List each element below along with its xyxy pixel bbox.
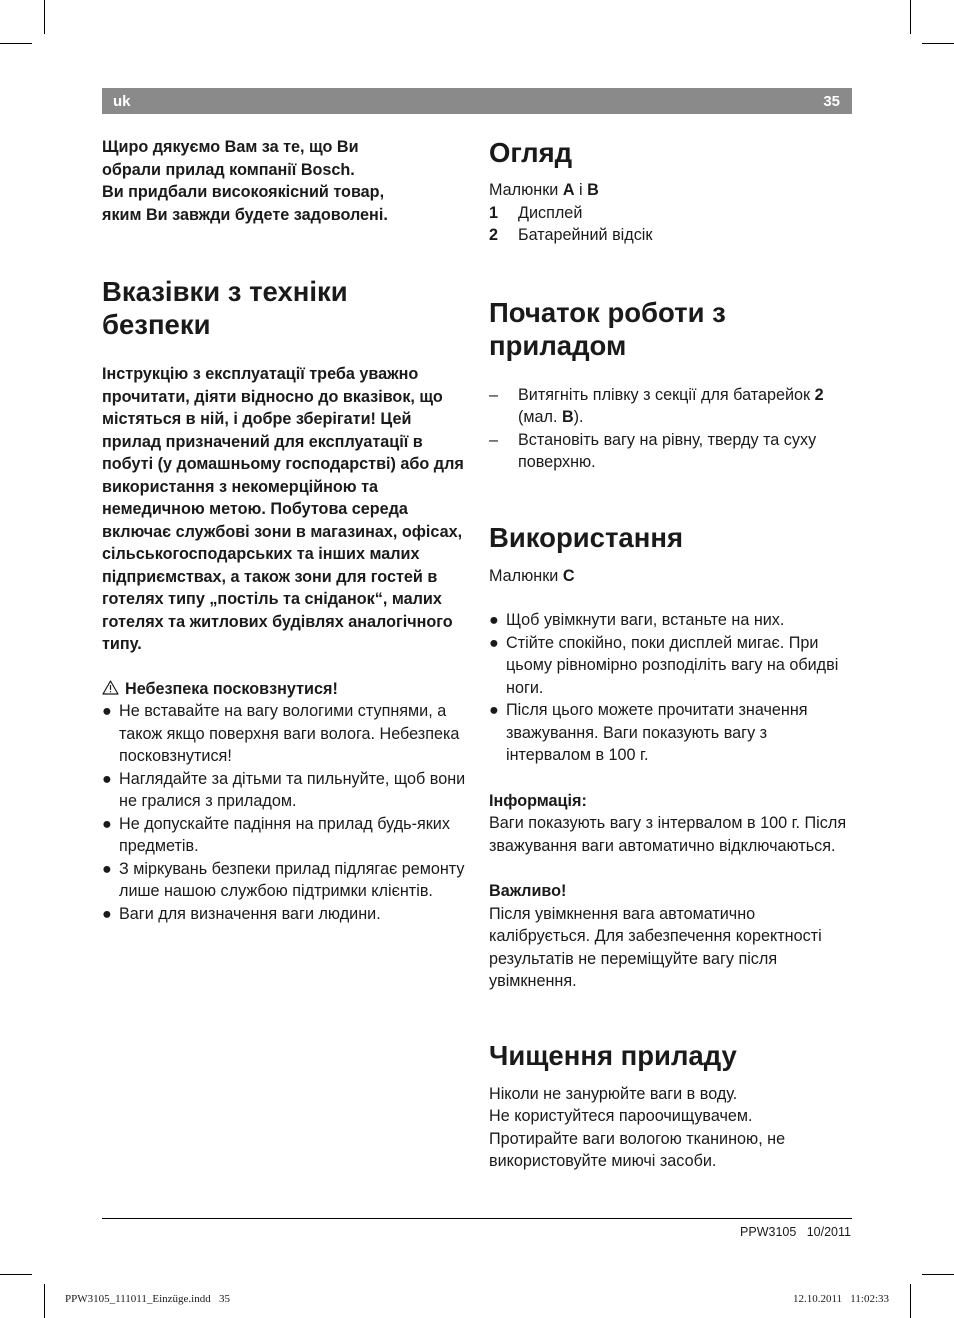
usage-ref — [489, 565, 854, 588]
dash-icon: – — [489, 385, 499, 404]
slug-file: PPW3105_111011_Einzüge.indd 35 — [65, 1293, 230, 1305]
overview-heading: Огляд — [489, 137, 573, 168]
usage-list — [489, 609, 854, 767]
bullet-icon: ● — [489, 633, 499, 652]
list-item — [102, 903, 467, 926]
warning-triangle-icon — [102, 680, 119, 695]
warning-list — [102, 700, 467, 925]
list-item — [489, 384, 854, 429]
right-column — [489, 136, 854, 1173]
ref-prefix: Малюнки — [489, 566, 563, 585]
cleaning-heading: Чищення приладу — [489, 1039, 737, 1071]
cleaning-line: Протирайте ваги вологою тканиною, не використовуйте миючі засоби. — [489, 1129, 786, 1170]
ref-prefix: Малюнки — [489, 181, 563, 199]
item-number: 2 — [489, 226, 499, 244]
usage-heading: Використання — [489, 521, 683, 553]
bullet-icon: ● — [102, 769, 112, 788]
info-heading: Інформація: — [489, 791, 587, 810]
footer-model: PPW3105 10/2011 — [740, 1225, 851, 1239]
overview-ref — [489, 179, 854, 202]
figure-ref: B — [587, 181, 599, 199]
bullet-icon: ● — [102, 702, 112, 720]
figure-ref: B — [561, 408, 574, 426]
ref-suffix: ). — [573, 408, 584, 426]
item-number: 2 — [814, 385, 824, 404]
list-item-text: Не допускайте падіння на прилад будь-яких предметів. — [119, 814, 450, 855]
bullet-icon: ● — [102, 904, 112, 923]
list-item — [489, 699, 854, 767]
bullet-icon: ● — [489, 611, 499, 629]
item-number: 1 — [489, 203, 499, 222]
overview-list — [489, 202, 854, 247]
intro-line: обрали прилад компанії Bosch. — [102, 160, 355, 179]
figure-ref: A — [562, 181, 575, 199]
safety-text: Інструкцію з експлуатації треба уважно прочитати, діяти відносно до вказівок, що містяться в ній, і добре зберігати! Цей прилад призначений для експлуатації в побуті (у домашньому господарстві) або для використання з некомерційною та немедичною метою. Побутова середа включає службові зони в магазинах, офісах, сільськогосподарських та інших малих підприємствах, а також зони для гостей в готелях типу „постіль та сніданок“, малих готелях та житлових будівлях аналогічного типу. — [102, 365, 464, 653]
intro-line: яким Ви завжди будете задоволені. — [102, 205, 388, 224]
crop-mark — [922, 1274, 954, 1275]
ref-conjunction: і — [574, 181, 588, 199]
list-item — [102, 768, 467, 813]
getting-started-list — [489, 384, 854, 474]
figure-ref: C — [562, 566, 575, 585]
list-item — [489, 632, 854, 700]
cleaning-text — [489, 1083, 854, 1173]
slug-timestamp: 12.10.2011 11:02:33 — [792, 1293, 889, 1305]
list-item — [489, 202, 854, 225]
page-number: 35 — [823, 92, 840, 110]
cleaning-line: Не користуйтеся пароочищувачем. — [489, 1107, 753, 1125]
page-header-bar — [102, 88, 852, 114]
intro-line: Ви придбали високоякісний товар, — [102, 183, 385, 201]
important-text: Після увімкнення вага автоматично калібрується. Для забезпечення коректності результатів не переміщуйте вагу після увімкнення. — [489, 904, 822, 990]
list-item — [102, 813, 467, 858]
cleaning-line: Ніколи не занурюйте ваги в воду. — [489, 1084, 738, 1103]
list-item-text: Витягніть плівку з секції для батарейок — [518, 385, 815, 404]
crop-mark — [44, 0, 45, 34]
intro-line: Щиро дякуємо Вам за те, що Ви — [102, 138, 359, 156]
list-item-text: Встановіть вагу на рівну, тверду та суху поверхню. — [518, 430, 817, 471]
crop-mark — [910, 0, 911, 34]
list-item-text: Щоб увімкнути ваги, встаньте на них. — [506, 611, 785, 629]
list-item-text: Ваги для визначення ваги людини. — [119, 904, 381, 923]
crop-mark — [0, 43, 32, 44]
crop-mark — [922, 43, 954, 44]
list-item — [489, 224, 854, 247]
list-item-text: З міркувань безпеки прилад підлягає ремонту лише нашою службою підтримки клієнтів. — [119, 859, 465, 900]
left-column — [102, 136, 467, 925]
list-item — [102, 700, 467, 768]
language-code: uk — [113, 92, 131, 110]
ref-prefix: (мал. — [518, 408, 562, 426]
item-label: Батарейний відсік — [518, 226, 653, 244]
bullet-icon: ● — [102, 814, 112, 833]
crop-mark — [44, 1284, 45, 1318]
item-label: Дисплей — [518, 203, 583, 222]
safety-heading: Вказівки з техніки безпеки — [102, 276, 348, 340]
list-item-text: Не вставайте на вагу вологими ступнями, а також якщо поверхня ваги волога. Небезпека посковзнутися! — [119, 702, 460, 765]
footer-rule — [102, 1218, 852, 1219]
bullet-icon: ● — [102, 859, 112, 878]
crop-mark — [910, 1284, 911, 1318]
intro-text — [102, 136, 467, 226]
important-heading: Важливо! — [489, 882, 567, 900]
dash-icon: – — [489, 430, 499, 449]
list-item-text: Наглядайте за дітьми та пильнуйте, щоб вони не гралися з приладом. — [119, 769, 466, 810]
crop-mark — [0, 1274, 32, 1275]
warning-title: Небезпека посковзнутися! — [125, 679, 338, 698]
list-item — [489, 609, 854, 632]
bullet-icon: ● — [489, 701, 499, 719]
warning-heading — [102, 678, 467, 701]
list-item-text: Стійте спокійно, поки дисплей мигає. При цьому рівномірно розподіліть вагу на обидві ноги. — [506, 633, 839, 697]
info-text: Ваги показують вагу з інтервалом в 100 г. Після зважування ваги автоматично відключаються. — [489, 814, 847, 855]
list-item — [102, 858, 467, 903]
list-item — [489, 429, 854, 474]
getting-started-heading: Початок роботи з приладом — [489, 296, 726, 361]
list-item-text: Після цього можете прочитати значення зважування. Ваги показують вагу з інтервалом в 100 г. — [506, 701, 808, 764]
